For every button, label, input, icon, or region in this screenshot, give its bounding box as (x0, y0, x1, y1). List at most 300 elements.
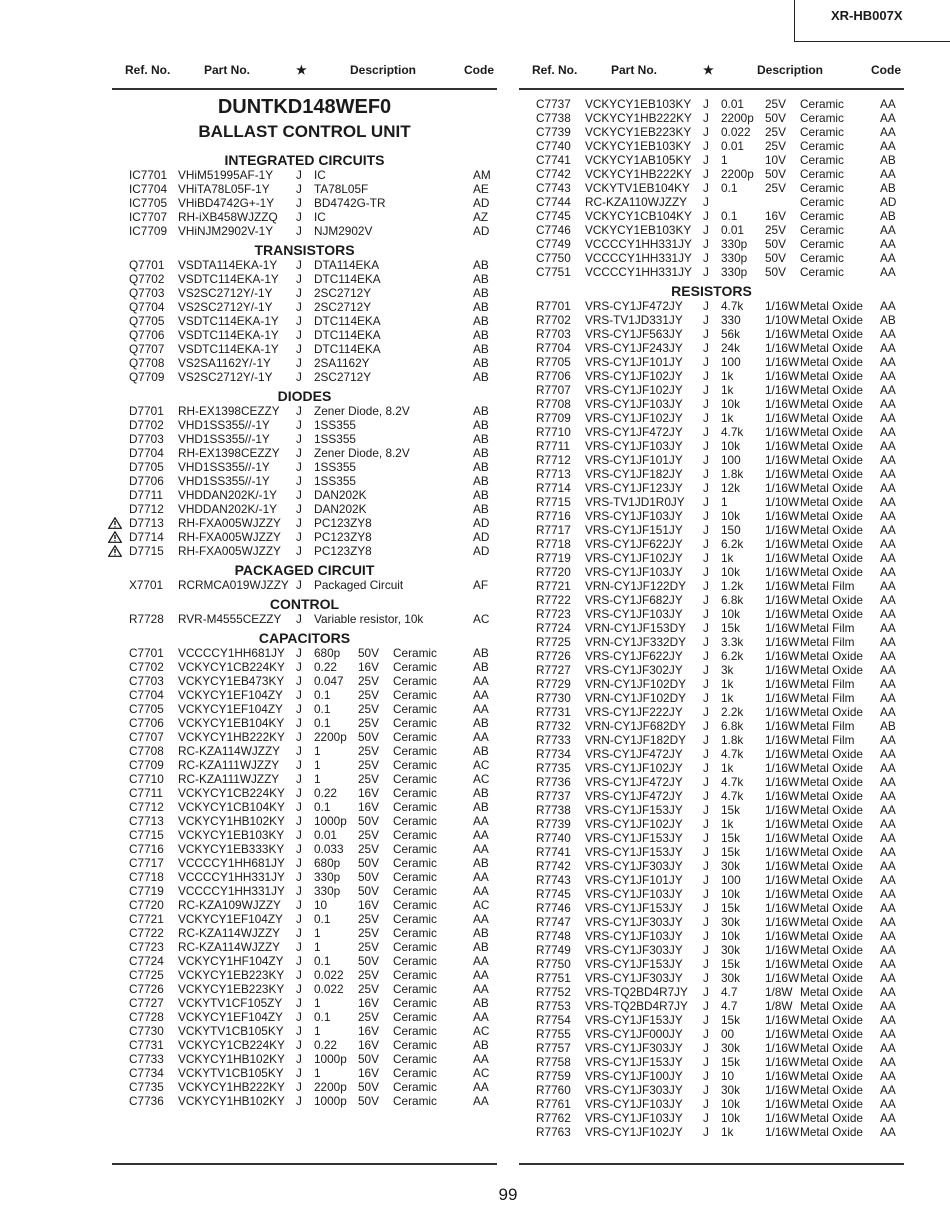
code: AA (880, 761, 896, 775)
rating: 16V (358, 1066, 379, 1080)
parts-row (129, 968, 497, 982)
code: AA (473, 982, 489, 996)
description: 2SA1162Y (314, 356, 370, 370)
rank: J (703, 1041, 709, 1055)
code: AB (473, 328, 489, 342)
code: AA (880, 775, 896, 789)
part-no: RC-KZA111WJZZY (178, 758, 280, 772)
rating: 1/16W (765, 971, 800, 985)
part-no: RCRMCA019WJZZY (178, 578, 289, 592)
parts-row (536, 831, 904, 845)
parts-row (536, 299, 904, 313)
description: PC123ZY8 (314, 530, 372, 544)
ref-no: R7707 (536, 383, 571, 397)
parts-row (536, 237, 904, 251)
rank: J (296, 646, 302, 660)
code: AA (880, 453, 896, 467)
code: AA (880, 593, 896, 607)
ref-no: R7717 (536, 523, 571, 537)
type: Ceramic (800, 111, 844, 125)
value: 4.7 (721, 999, 738, 1013)
value: 1 (314, 940, 321, 954)
parts-row (536, 383, 904, 397)
code: AA (880, 111, 896, 125)
rank: J (703, 593, 709, 607)
ref-no: R7732 (536, 719, 571, 733)
ref-no: C7735 (129, 1080, 164, 1094)
type: Ceramic (393, 730, 437, 744)
value: 1 (721, 153, 728, 167)
value: 10k (721, 439, 741, 453)
rank: J (703, 1013, 709, 1027)
rating: 1/16W (765, 551, 800, 565)
rating: 1/16W (765, 299, 800, 313)
code: AB (880, 313, 896, 327)
parts-row (129, 828, 497, 842)
rank: J (296, 772, 302, 786)
value: 1k (721, 1125, 734, 1139)
description: 1SS355 (314, 460, 356, 474)
rank: J (296, 1010, 302, 1024)
value: 330p (721, 251, 748, 265)
rank: J (296, 1066, 302, 1080)
rank: J (296, 982, 302, 996)
value: 10k (721, 887, 741, 901)
part-no: VRS-CY1JF153JY (585, 901, 683, 915)
parts-row (536, 705, 904, 719)
value: 0.1 (314, 702, 331, 716)
part-no: VRS-CY1JF102JY (585, 761, 683, 775)
value: 15k (721, 803, 741, 817)
parts-row (536, 223, 904, 237)
parts-row (536, 775, 904, 789)
code: AB (473, 300, 489, 314)
footer-rule-right (519, 1163, 904, 1165)
code: AA (880, 265, 896, 279)
description: TA78L05F (314, 182, 369, 196)
description: NJM2902V (314, 224, 373, 238)
code: AC (473, 898, 490, 912)
ref-no: Q7709 (129, 370, 165, 384)
type: Metal Oxide (800, 1097, 863, 1111)
value: 4.7k (721, 425, 744, 439)
value: 30k (721, 943, 741, 957)
column-header-right (0, 63, 950, 83)
parts-row (536, 607, 904, 621)
part-no: RH-FXA005WJZZY (178, 516, 281, 530)
part-no: VRS-CY1JF472JY (585, 299, 683, 313)
value: 15k (721, 621, 741, 635)
rank: J (296, 744, 302, 758)
value: 6.2k (721, 649, 744, 663)
rating: 50V (765, 111, 786, 125)
code: AA (473, 674, 489, 688)
description: 1SS355 (314, 418, 356, 432)
rating: 1/16W (765, 383, 800, 397)
type: Ceramic (393, 968, 437, 982)
parts-row (536, 509, 904, 523)
value: 680p (314, 646, 341, 660)
type: Ceramic (393, 1094, 437, 1108)
rating: 25V (358, 702, 379, 716)
type: Ceramic (393, 1066, 437, 1080)
ref-no: R7763 (536, 1125, 571, 1139)
section-heading: INTEGRATED CIRCUITS (224, 152, 385, 168)
ref-no: R7715 (536, 495, 571, 509)
rank: J (296, 660, 302, 674)
code: AD (473, 544, 490, 558)
type: Metal Oxide (800, 551, 863, 565)
rating: 25V (358, 982, 379, 996)
parts-row (536, 411, 904, 425)
ref-no: C7726 (129, 982, 164, 996)
ref-no: C7727 (129, 996, 164, 1010)
rating: 1/16W (765, 467, 800, 481)
ref-no: R7754 (536, 1013, 571, 1027)
value: 150 (721, 523, 741, 537)
part-no: VRS-CY1JF151JY (585, 523, 683, 537)
part-no: VRS-CY1JF222JY (585, 705, 683, 719)
code: AA (880, 97, 896, 111)
part-no: VRS-CY1JF472JY (585, 789, 683, 803)
rank: J (296, 1094, 302, 1108)
rating: 1/16W (765, 1013, 800, 1027)
rank: J (703, 1027, 709, 1041)
type: Ceramic (393, 856, 437, 870)
part-no: VCCCCY1HH331JY (585, 251, 692, 265)
rank: J (296, 940, 302, 954)
code: AB (473, 502, 489, 516)
rating: 1/16W (765, 411, 800, 425)
ref-no: R7737 (536, 789, 571, 803)
parts-row (129, 926, 497, 940)
rating: 50V (358, 1052, 379, 1066)
type: Metal Oxide (800, 943, 863, 957)
ref-no: R7750 (536, 957, 571, 971)
type: Metal Oxide (800, 985, 863, 999)
type: Metal Oxide (800, 817, 863, 831)
rank: J (703, 621, 709, 635)
part-no: VRS-CY1JF100JY (585, 1069, 683, 1083)
part-no: VRS-CY1JF103JY (585, 439, 683, 453)
ref-no: R7726 (536, 649, 571, 663)
value: 0.022 (314, 982, 344, 996)
value: 30k (721, 859, 741, 873)
part-no: RH-EX1398CEZZY (178, 404, 280, 418)
part-no: VHiTA78L05F-1Y (178, 182, 270, 196)
code: AB (473, 314, 489, 328)
rating: 1/16W (765, 397, 800, 411)
value: 0.22 (314, 1038, 337, 1052)
rank: J (296, 968, 302, 982)
ref-no: R7740 (536, 831, 571, 845)
type: Ceramic (393, 702, 437, 716)
ref-no: R7702 (536, 313, 571, 327)
ref-no: R7720 (536, 565, 571, 579)
part-no: VCCCCY1HH331JY (585, 237, 692, 251)
value: 56k (721, 327, 741, 341)
value: 10 (314, 898, 328, 912)
rank: J (703, 831, 709, 845)
rating: 1/16W (765, 803, 800, 817)
rating: 25V (358, 744, 379, 758)
rating: 1/16W (765, 1083, 800, 1097)
part-no: VRS-CY1JF102JY (585, 369, 683, 383)
rank: J (296, 926, 302, 940)
code: AB (473, 660, 489, 674)
value: 1 (314, 744, 321, 758)
rating: 1/16W (765, 887, 800, 901)
part-no: VRS-CY1JF101JY (585, 355, 683, 369)
type: Metal Oxide (800, 565, 863, 579)
value: 15k (721, 845, 741, 859)
code: AA (473, 688, 489, 702)
ref-no: R7716 (536, 509, 571, 523)
code: AA (880, 817, 896, 831)
code: AB (880, 153, 896, 167)
parts-row (129, 898, 497, 912)
type: Metal Oxide (800, 649, 863, 663)
unit-part-number: DUNTKD148WEF0 (217, 96, 392, 118)
rating: 25V (358, 828, 379, 842)
section-heading: RESISTORS (671, 283, 752, 299)
rank: J (703, 677, 709, 691)
parts-row (129, 884, 497, 898)
type: Metal Oxide (800, 845, 863, 859)
type: Metal Oxide (800, 887, 863, 901)
code: AA (880, 999, 896, 1013)
rating: 1/16W (765, 845, 800, 859)
ref-no: IC7705 (129, 196, 168, 210)
part-no: VRS-CY1JF153JY (585, 831, 683, 845)
rank: J (296, 954, 302, 968)
rating: 1/16W (765, 1069, 800, 1083)
type: Ceramic (393, 954, 437, 968)
rating: 1/10W (765, 495, 800, 509)
rating: 1/16W (765, 1097, 800, 1111)
ref-no: C7720 (129, 898, 164, 912)
code: AA (880, 971, 896, 985)
parts-row (129, 210, 497, 224)
value: 100 (721, 355, 741, 369)
ref-no: Q7702 (129, 272, 165, 286)
code: AA (880, 929, 896, 943)
part-no: VCKYCY1HB222KY (178, 1080, 285, 1094)
ref-no: C7722 (129, 926, 164, 940)
ref-no: R7712 (536, 453, 571, 467)
rank: J (703, 747, 709, 761)
code: AA (880, 887, 896, 901)
description: BD4742G-TR (314, 196, 386, 210)
unit-name: BALLAST CONTROL UNIT (198, 122, 411, 141)
rank: J (296, 432, 302, 446)
part-no: VHiBD4742G+-1Y (178, 196, 275, 210)
part-no: VRS-CY1JF182JY (585, 467, 683, 481)
type: Metal Oxide (800, 341, 863, 355)
rank: J (296, 884, 302, 898)
type: Metal Oxide (800, 355, 863, 369)
part-no: VS2SC2712Y/-1Y (178, 370, 273, 384)
type: Metal Oxide (800, 411, 863, 425)
value: 30k (721, 1041, 741, 1055)
part-no: VRS-CY1JF472JY (585, 425, 683, 439)
rating: 1/16W (765, 355, 800, 369)
parts-row (536, 677, 904, 691)
rank: J (296, 502, 302, 516)
value: 100 (721, 873, 741, 887)
value: 30k (721, 1083, 741, 1097)
left-column (129, 94, 497, 1108)
rating: 16V (358, 898, 379, 912)
part-no: VCKYCY1CB104KY (585, 209, 692, 223)
part-no: VCKYCY1EB223KY (178, 982, 285, 996)
description: Variable resistor, 10k (314, 612, 424, 626)
rank: J (296, 314, 302, 328)
parts-row (129, 940, 497, 954)
type: Metal Oxide (800, 859, 863, 873)
part-no: VSDTC114EKA-1Y (178, 314, 279, 328)
part-no: VRS-CY1JF682JY (585, 593, 683, 607)
parts-row (129, 688, 497, 702)
type: Metal Film (800, 677, 855, 691)
rating: 1/16W (765, 677, 800, 691)
parts-row (536, 1041, 904, 1055)
code: AA (880, 411, 896, 425)
type: Ceramic (393, 898, 437, 912)
rating: 1/16W (765, 607, 800, 621)
parts-row (129, 530, 497, 544)
parts-row (536, 1097, 904, 1111)
ref-no: C7709 (129, 758, 164, 772)
warning-icon (108, 545, 122, 557)
part-no: VS2SC2712Y/-1Y (178, 286, 273, 300)
ref-no: C7718 (129, 870, 164, 884)
ref-no: R7742 (536, 859, 571, 873)
ref-no: IC7709 (129, 224, 168, 238)
type: Metal Oxide (800, 299, 863, 313)
code: AD (473, 196, 490, 210)
parts-row (129, 272, 497, 286)
code: AB (473, 272, 489, 286)
part-no: VRS-CY1JF243JY (585, 341, 683, 355)
code: AB (473, 646, 489, 660)
part-no: VRS-CY1JF303JY (585, 1041, 683, 1055)
type: Ceramic (800, 139, 844, 153)
rank: J (703, 1111, 709, 1125)
value: 0.1 (314, 954, 331, 968)
ref-no: C7707 (129, 730, 164, 744)
value: 0.1 (314, 1010, 331, 1024)
part-no: VHD1SS355//-1Y (178, 418, 270, 432)
parts-row (536, 761, 904, 775)
rank: J (296, 1024, 302, 1038)
code: AA (880, 621, 896, 635)
value: 330 (721, 313, 741, 327)
rating: 1/16W (765, 705, 800, 719)
type: Ceramic (393, 996, 437, 1010)
ref-no: D7705 (129, 460, 164, 474)
rank: J (296, 814, 302, 828)
value: 15k (721, 1013, 741, 1027)
part-no: VRS-CY1JF102JY (585, 383, 683, 397)
type: Ceramic (800, 223, 844, 237)
code: AA (880, 1083, 896, 1097)
rating: 1/16W (765, 691, 800, 705)
part-no: VS2SA1162Y/-1Y (178, 356, 271, 370)
part-no: VRS-CY1JF302JY (585, 663, 683, 677)
part-no: VRS-CY1JF153JY (585, 1013, 683, 1027)
rating: 1/16W (765, 1027, 800, 1041)
rank: J (703, 1055, 709, 1069)
parts-row (129, 286, 497, 300)
code: AA (473, 968, 489, 982)
code: AA (880, 803, 896, 817)
ref-no: D7702 (129, 418, 164, 432)
rank: J (296, 688, 302, 702)
rating: 50V (765, 251, 786, 265)
rating: 25V (358, 842, 379, 856)
type: Ceramic (393, 744, 437, 758)
value: 1.8k (721, 467, 744, 481)
parts-row (129, 786, 497, 800)
type: Ceramic (393, 870, 437, 884)
rank: J (703, 971, 709, 985)
parts-row (129, 1024, 497, 1038)
code: AA (880, 873, 896, 887)
description: Zener Diode, 8.2V (314, 446, 410, 460)
parts-row (129, 1052, 497, 1066)
parts-row (536, 111, 904, 125)
type: Metal Oxide (800, 1083, 863, 1097)
type: Metal Oxide (800, 383, 863, 397)
rank: J (296, 1080, 302, 1094)
col-desc: Description (757, 63, 824, 77)
description: 1SS355 (314, 432, 356, 446)
rating: 50V (358, 870, 379, 884)
rating: 1/16W (765, 789, 800, 803)
description: DTC114EKA (314, 342, 381, 356)
rating: 1/16W (765, 901, 800, 915)
part-no: VCKYCY1HF104ZY (178, 954, 284, 968)
code: AB (473, 418, 489, 432)
ref-no: R7708 (536, 397, 571, 411)
part-no: VCKYCY1EB103KY (585, 97, 692, 111)
code: AA (880, 425, 896, 439)
part-no: VRS-CY1JF103JY (585, 607, 683, 621)
rank: J (703, 901, 709, 915)
parts-row (536, 1125, 904, 1139)
parts-row (536, 859, 904, 873)
ref-no: R7735 (536, 761, 571, 775)
parts-row (129, 474, 497, 488)
rank: J (703, 607, 709, 621)
code: AA (880, 677, 896, 691)
page-number: 99 (498, 1185, 518, 1204)
part-no: VHD1SS355//-1Y (178, 432, 270, 446)
rank: J (703, 1125, 709, 1139)
value: 1 (721, 495, 728, 509)
parts-row (129, 772, 497, 786)
type: Ceramic (393, 912, 437, 926)
parts-row (536, 355, 904, 369)
rank: J (703, 125, 709, 139)
type: Metal Oxide (800, 971, 863, 985)
part-no: VSDTA114EKA-1Y (178, 258, 278, 272)
col-ref: Ref. No. (532, 63, 578, 77)
code: AA (880, 957, 896, 971)
parts-row (536, 621, 904, 635)
part-no: VCKYCY1CB224KY (178, 1038, 285, 1052)
